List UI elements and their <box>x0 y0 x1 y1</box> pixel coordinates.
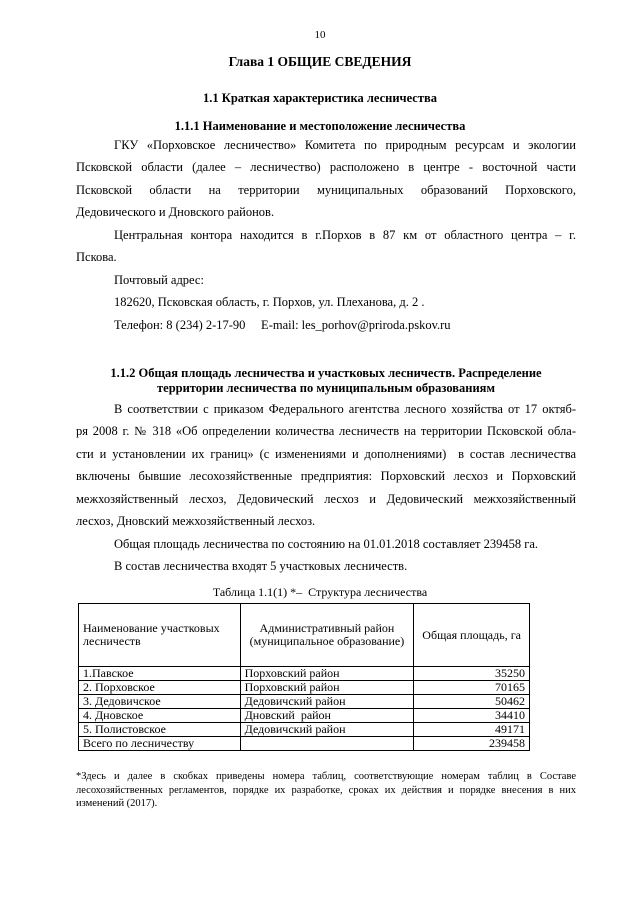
subsection-title-line: территории лесничества по муниципальным образованиям <box>157 381 495 395</box>
paragraph-line: лесхоз, Дновский межхозяйственный лесхоз. <box>76 514 316 528</box>
table-header-row <box>79 604 530 667</box>
paragraph-line: сти и установлении их границ» (с изменениями и дополнениями) в состав лесничества <box>76 447 576 461</box>
chapter-title: Глава 1 ОБЩИЕ СВЕДЕНИЯ <box>228 54 412 69</box>
paragraph-line: В соответствии с приказом Федерального агентства лесного хозяйства от 17 октяб- <box>114 402 576 416</box>
table-cell: 3. Дедовичское <box>79 695 241 709</box>
paragraph-line: Центральная контора находится в г.Порхов в 87 км от областного центра – г. <box>114 228 576 242</box>
table-cell: Дедовичский район <box>240 723 414 737</box>
paragraph-line: Псковской области (далее – лесничество) расположено в центре - восточной части <box>76 160 576 174</box>
contacts-line: Телефон: 8 (234) 2-17-90 E-mail: les_porhov@priroda.pskov.ru <box>114 318 451 332</box>
table-cell <box>240 737 414 751</box>
paragraph-line: В состав лесничества входят 5 участковых лесничеств. <box>114 559 408 573</box>
table-caption: Таблица 1.1(1) *– Структура лесничества <box>212 585 428 599</box>
subsection-title-2 <box>76 366 576 396</box>
table-cell: 239458 <box>414 737 530 751</box>
table-cell: 49171 <box>414 723 530 737</box>
paragraph-line: включены бывшие лесохозяйственные предприятия: Порховский лесхоз и Порховский <box>76 469 576 483</box>
table-header-cell: Наименование участковых лесничеств <box>79 604 241 667</box>
table-row <box>79 681 530 695</box>
table-total-row <box>79 737 530 751</box>
table-cell: Дедовичский район <box>240 695 414 709</box>
table-cell: Дновский район <box>240 709 414 723</box>
paragraph-line: межхозяйственный лесхоз, Дедовический лесхоз и Дедовический межхозяйственный <box>76 492 576 506</box>
postal-address: 182620, Псковская область, г. Порхов, ул. Плеханова, д. 2 . <box>114 295 425 309</box>
table-cell: 35250 <box>414 667 530 681</box>
postal-label: Почтовый адрес: <box>114 273 204 287</box>
subsection-title: 1.1.1 Наименование и местоположение лесничества <box>174 119 466 133</box>
table-header-cell: Административный район (муниципальное образование) <box>240 604 414 667</box>
subsection-title-line: 1.1.2 Общая площадь лесничества и участковых лесничеств. Распределение <box>110 366 542 380</box>
paragraph-line: Дедовического и Дновского районов. <box>76 205 275 219</box>
section-title: 1.1 Краткая характеристика лесничества <box>203 91 437 105</box>
table-cell: 4. Дновское <box>79 709 241 723</box>
page-number: 10 <box>314 29 326 41</box>
table-row <box>79 723 530 737</box>
table-cell: 1.Павское <box>79 667 241 681</box>
table-row <box>79 667 530 681</box>
table-cell: 50462 <box>414 695 530 709</box>
paragraph-line: Пскова. <box>76 250 117 264</box>
table-cell: 5. Полистовское <box>79 723 241 737</box>
table-cell: 70165 <box>414 681 530 695</box>
paragraph-line: Общая площадь лесничества по состоянию на 01.01.2018 составляет 239458 га. <box>114 537 539 551</box>
forestry-structure-table <box>78 603 530 751</box>
paragraph-line: Псковской области на территории муниципальных образований Порховского, <box>76 183 576 197</box>
table-cell: Всего по лесничеству <box>79 737 241 751</box>
table-cell: 2. Порховское <box>79 681 241 695</box>
table-cell: 34410 <box>414 709 530 723</box>
table-footnote: *Здесь и далее в скобках приведены номера таблиц, соответствующие номерам таблиц в Составе лесохозяйственных регламентов, порядке их разработке, сроках их действия и порядке внесения в них изменений (2017). <box>76 771 576 809</box>
table-cell: Порховский район <box>240 667 414 681</box>
table-row <box>79 695 530 709</box>
table-row <box>79 709 530 723</box>
table-header-cell: Общая площадь, га <box>414 604 530 667</box>
paragraph-line: ГКУ «Порховское лесничество» Комитета по природным ресурсам и экологии <box>114 138 576 152</box>
table-cell: Порховский район <box>240 681 414 695</box>
paragraph-line: ря 2008 г. № 318 «Об определении количества лесничеств на территории Псковской обла- <box>76 424 576 438</box>
